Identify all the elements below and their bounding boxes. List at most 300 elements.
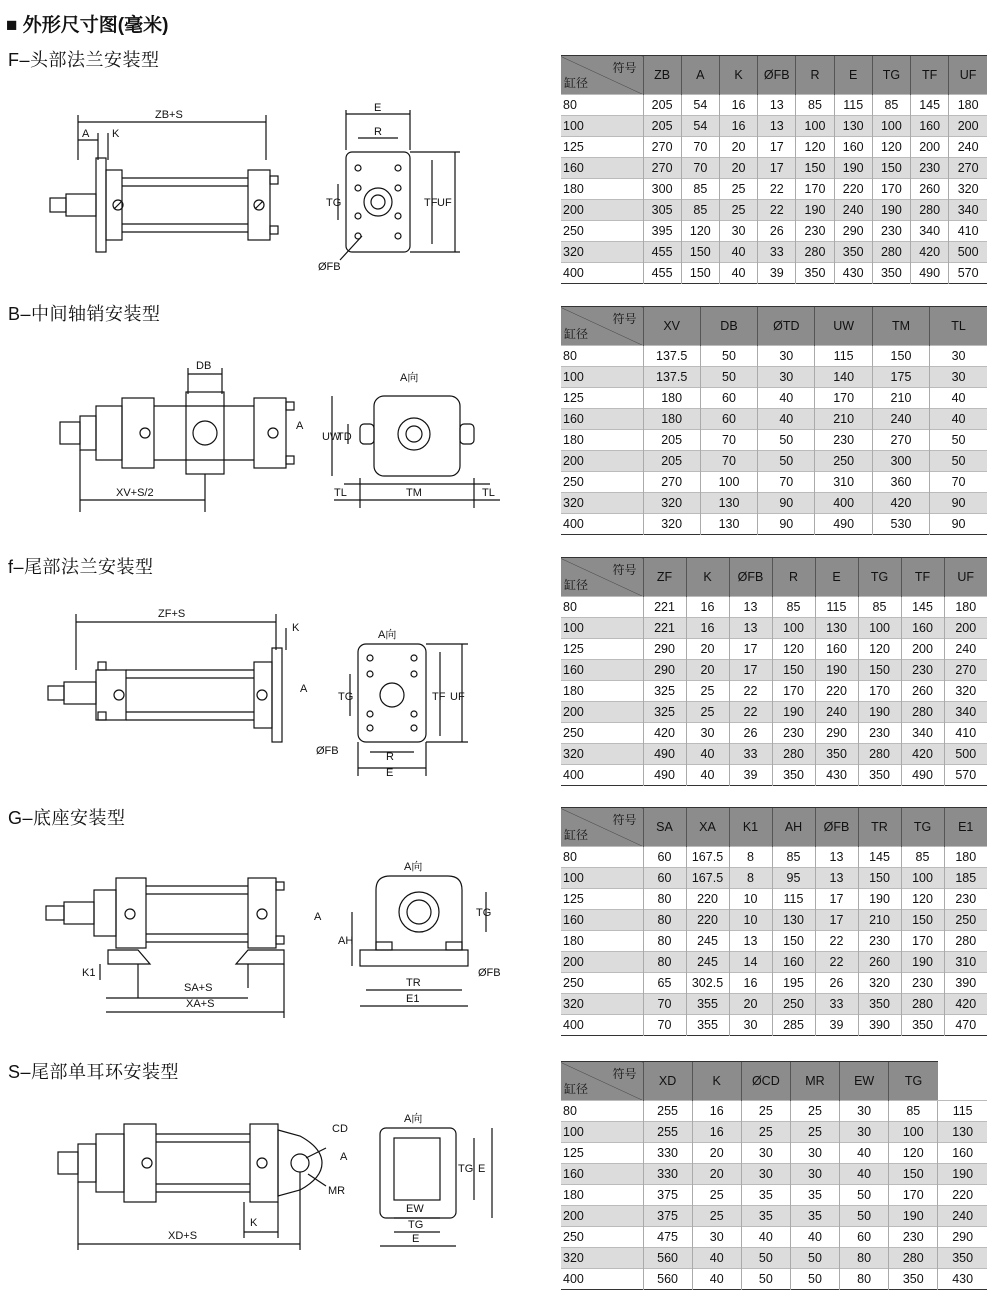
value-cell: 30	[686, 723, 729, 744]
drawing-f-rear	[0, 600, 520, 785]
table-row	[561, 765, 987, 786]
table-row	[561, 702, 987, 723]
value-cell: 120	[796, 137, 834, 158]
col-header: EW	[840, 1062, 889, 1101]
table-row	[561, 409, 987, 430]
value-cell: 160	[938, 1143, 987, 1164]
spec-table-b	[561, 306, 987, 535]
value-cell: 160	[772, 952, 815, 973]
value-cell: 85	[772, 597, 815, 618]
value-cell: 39	[758, 263, 796, 284]
value-cell: 95	[772, 868, 815, 889]
value-cell: 85	[872, 95, 910, 116]
value-cell: 40	[741, 1227, 790, 1248]
col-header: K	[719, 56, 757, 95]
value-cell: 190	[901, 952, 944, 973]
value-cell: 150	[872, 158, 910, 179]
value-cell: 170	[889, 1185, 938, 1206]
value-cell: 85	[901, 847, 944, 868]
value-cell: 120	[858, 639, 901, 660]
value-cell: 25	[741, 1122, 790, 1143]
col-header: XV	[643, 307, 700, 346]
value-cell: 150	[858, 868, 901, 889]
value-cell: 130	[834, 116, 872, 137]
value-cell: 50	[930, 451, 987, 472]
value-cell: 145	[901, 597, 944, 618]
value-cell: 120	[681, 221, 719, 242]
value-cell: 90	[758, 514, 815, 535]
value-cell: 230	[815, 430, 872, 451]
col-header: K	[692, 1062, 741, 1101]
table-row	[561, 263, 987, 284]
value-cell: 13	[815, 847, 858, 868]
section-title-f-rear: f–尾部法兰安装型	[8, 557, 154, 577]
value-cell: 13	[729, 931, 772, 952]
value-cell: 570	[949, 263, 987, 284]
table-row	[561, 451, 987, 472]
value-cell: 17	[758, 137, 796, 158]
value-cell: 8	[729, 847, 772, 868]
label-tf: TF	[424, 197, 438, 209]
label-tg: TG	[458, 1163, 474, 1175]
value-cell: 430	[815, 765, 858, 786]
value-cell: 22	[758, 200, 796, 221]
label-k: K	[112, 128, 120, 140]
value-cell: 16	[719, 95, 757, 116]
label-zf: ZF+S	[158, 608, 186, 620]
value-cell: 190	[796, 200, 834, 221]
value-cell: 25	[686, 681, 729, 702]
value-cell: 70	[681, 158, 719, 179]
value-cell: 16	[719, 116, 757, 137]
value-cell: 390	[944, 973, 987, 994]
value-cell: 50	[840, 1185, 889, 1206]
value-cell: 230	[901, 973, 944, 994]
table-row	[561, 158, 987, 179]
value-cell: 16	[692, 1101, 741, 1122]
label-r: R	[386, 751, 394, 763]
bore-cell: 180	[561, 1185, 643, 1206]
header-row	[561, 307, 987, 346]
value-cell: 120	[901, 889, 944, 910]
value-cell: 100	[796, 116, 834, 137]
value-cell: 30	[741, 1143, 790, 1164]
spec-table-s	[561, 1061, 987, 1290]
value-cell: 33	[758, 242, 796, 263]
value-cell: 80	[840, 1248, 889, 1269]
label-a: A	[340, 1151, 348, 1163]
value-cell: 115	[815, 346, 872, 367]
value-cell: 220	[938, 1185, 987, 1206]
value-cell: 160	[815, 639, 858, 660]
value-cell: 130	[700, 493, 757, 514]
value-cell: 150	[901, 910, 944, 931]
value-cell: 280	[944, 931, 987, 952]
table-row	[561, 514, 987, 535]
value-cell: 26	[758, 221, 796, 242]
table-row	[561, 618, 987, 639]
value-cell: 100	[889, 1122, 938, 1143]
value-cell: 50	[700, 346, 757, 367]
value-cell: 410	[944, 723, 987, 744]
table-row	[561, 868, 987, 889]
col-header: UW	[815, 307, 872, 346]
bore-cell: 320	[561, 1248, 643, 1269]
label-e1: E1	[406, 993, 420, 1005]
value-cell: 50	[741, 1248, 790, 1269]
value-cell: 570	[944, 765, 987, 786]
table-row	[561, 723, 987, 744]
drawing-s	[0, 1108, 520, 1253]
value-cell: 30	[719, 221, 757, 242]
col-header: ØFB	[729, 558, 772, 597]
value-cell: 350	[815, 744, 858, 765]
value-cell: 500	[944, 744, 987, 765]
value-cell: 70	[758, 472, 815, 493]
value-cell: 170	[772, 681, 815, 702]
value-cell: 270	[643, 472, 700, 493]
value-cell: 205	[643, 116, 681, 137]
value-cell: 180	[643, 409, 700, 430]
value-cell: 130	[700, 514, 757, 535]
col-header: XA	[686, 808, 729, 847]
value-cell: 560	[643, 1269, 692, 1290]
bore-cell: 125	[561, 388, 643, 409]
value-cell: 140	[815, 367, 872, 388]
label-uw: UW	[322, 431, 341, 443]
value-cell: 70	[700, 451, 757, 472]
table-row	[561, 430, 987, 451]
bore-cell: 160	[561, 1164, 643, 1185]
value-cell: 150	[681, 242, 719, 263]
bore-cell: 180	[561, 931, 643, 952]
value-cell: 250	[815, 451, 872, 472]
label-ah: AH	[338, 935, 354, 947]
value-cell: 13	[758, 116, 796, 137]
value-cell: 240	[834, 200, 872, 221]
value-cell: 280	[796, 242, 834, 263]
value-cell: 70	[643, 1015, 686, 1036]
value-cell: 30	[930, 346, 987, 367]
value-cell: 350	[938, 1248, 987, 1269]
value-cell: 16	[686, 618, 729, 639]
value-cell: 50	[700, 367, 757, 388]
bore-cell: 100	[561, 868, 643, 889]
value-cell: 340	[944, 702, 987, 723]
col-header: XD	[643, 1062, 692, 1101]
bore-cell: 200	[561, 451, 643, 472]
table-row	[561, 242, 987, 263]
value-cell: 30	[790, 1164, 839, 1185]
table-row	[561, 744, 987, 765]
bore-cell: 100	[561, 1122, 643, 1143]
value-cell: 240	[938, 1206, 987, 1227]
label-xa: XA+S	[186, 998, 215, 1010]
value-cell: 290	[643, 660, 686, 681]
value-cell: 35	[790, 1206, 839, 1227]
table-row	[561, 1164, 987, 1185]
value-cell: 130	[772, 910, 815, 931]
value-cell: 30	[840, 1101, 889, 1122]
label-fb: ØFB	[478, 967, 501, 979]
value-cell: 220	[815, 681, 858, 702]
value-cell: 150	[858, 660, 901, 681]
value-cell: 200	[901, 639, 944, 660]
table-row	[561, 367, 987, 388]
value-cell: 22	[815, 931, 858, 952]
bore-cell: 180	[561, 681, 643, 702]
label-a-dir: A向	[404, 861, 423, 873]
value-cell: 210	[872, 388, 929, 409]
value-cell: 40	[758, 388, 815, 409]
table-row	[561, 493, 987, 514]
label-tf: TF	[432, 691, 446, 703]
value-cell: 70	[643, 994, 686, 1015]
value-cell: 137.5	[643, 367, 700, 388]
value-cell: 170	[901, 931, 944, 952]
table-body	[561, 847, 987, 1036]
bore-cell: 125	[561, 137, 643, 158]
value-cell: 320	[643, 514, 700, 535]
value-cell: 490	[911, 263, 949, 284]
value-cell: 280	[911, 200, 949, 221]
bore-cell: 400	[561, 514, 643, 535]
table-row	[561, 847, 987, 868]
value-cell: 260	[911, 179, 949, 200]
value-cell: 240	[815, 702, 858, 723]
value-cell: 30	[790, 1143, 839, 1164]
value-cell: 190	[858, 889, 901, 910]
value-cell: 230	[772, 723, 815, 744]
value-cell: 240	[872, 409, 929, 430]
value-cell: 170	[815, 388, 872, 409]
label-a: A	[314, 911, 322, 923]
table-row	[561, 221, 987, 242]
value-cell: 310	[944, 952, 987, 973]
table-body	[561, 597, 987, 786]
col-header: ZF	[643, 558, 686, 597]
label-tg: TG	[326, 197, 342, 209]
table-row	[561, 973, 987, 994]
corner-cell: 符号 缸径	[561, 56, 643, 95]
value-cell: 180	[643, 388, 700, 409]
label-a-dir: A向	[378, 629, 397, 641]
bore-cell: 160	[561, 158, 643, 179]
value-cell: 60	[643, 868, 686, 889]
bore-cell: 320	[561, 744, 643, 765]
bore-cell: 250	[561, 472, 643, 493]
value-cell: 13	[758, 95, 796, 116]
value-cell: 40	[758, 409, 815, 430]
value-cell: 60	[700, 409, 757, 430]
value-cell: 100	[872, 116, 910, 137]
bore-cell: 80	[561, 346, 643, 367]
value-cell: 33	[729, 744, 772, 765]
bore-cell: 200	[561, 1206, 643, 1227]
value-cell: 400	[815, 493, 872, 514]
value-cell: 50	[840, 1206, 889, 1227]
table-row	[561, 388, 987, 409]
value-cell: 167.5	[686, 868, 729, 889]
bore-cell: 125	[561, 1143, 643, 1164]
value-cell: 22	[815, 952, 858, 973]
table-row	[561, 1143, 987, 1164]
value-cell: 170	[796, 179, 834, 200]
value-cell: 13	[729, 618, 772, 639]
value-cell: 350	[872, 263, 910, 284]
value-cell: 320	[949, 179, 987, 200]
col-header: ØFB	[815, 808, 858, 847]
label-xd: XD+S	[168, 1230, 198, 1242]
label-zb: ZB+S	[155, 109, 183, 121]
value-cell: 270	[944, 660, 987, 681]
value-cell: 35	[790, 1185, 839, 1206]
section-title-b: B–中间轴销安装型	[8, 304, 161, 324]
value-cell: 80	[643, 952, 686, 973]
value-cell: 302.5	[686, 973, 729, 994]
table-row	[561, 931, 987, 952]
value-cell: 280	[858, 744, 901, 765]
value-cell: 30	[729, 1015, 772, 1036]
value-cell: 115	[938, 1101, 987, 1122]
table-row	[561, 889, 987, 910]
value-cell: 40	[719, 242, 757, 263]
table-row	[561, 1227, 987, 1248]
value-cell: 40	[692, 1269, 741, 1290]
value-cell: 150	[772, 660, 815, 681]
value-cell: 70	[681, 137, 719, 158]
value-cell: 80	[643, 889, 686, 910]
value-cell: 16	[729, 973, 772, 994]
value-cell: 210	[858, 910, 901, 931]
value-cell: 26	[729, 723, 772, 744]
col-header: R	[796, 56, 834, 95]
value-cell: 100	[700, 472, 757, 493]
section-title-s: S–尾部单耳环安装型	[8, 1062, 180, 1082]
value-cell: 60	[700, 388, 757, 409]
value-cell: 50	[790, 1248, 839, 1269]
value-cell: 20	[719, 137, 757, 158]
value-cell: 150	[681, 263, 719, 284]
value-cell: 350	[889, 1269, 938, 1290]
table-row	[561, 346, 987, 367]
value-cell: 25	[719, 200, 757, 221]
value-cell: 10	[729, 889, 772, 910]
value-cell: 160	[834, 137, 872, 158]
label-a-dir: A向	[400, 372, 419, 384]
label-mr: MR	[328, 1185, 346, 1197]
table-row	[561, 200, 987, 221]
col-header: E1	[944, 808, 987, 847]
value-cell: 530	[872, 514, 929, 535]
bore-cell: 400	[561, 765, 643, 786]
value-cell: 300	[643, 179, 681, 200]
label-fb: ØFB	[316, 745, 339, 757]
value-cell: 270	[949, 158, 987, 179]
col-header: UF	[949, 56, 987, 95]
value-cell: 190	[834, 158, 872, 179]
bore-cell: 125	[561, 889, 643, 910]
value-cell: 230	[889, 1227, 938, 1248]
value-cell: 180	[949, 95, 987, 116]
value-cell: 250	[944, 910, 987, 931]
value-cell: 25	[686, 702, 729, 723]
table-row	[561, 1122, 987, 1143]
value-cell: 200	[949, 116, 987, 137]
col-header: TG	[858, 558, 901, 597]
value-cell: 17	[729, 639, 772, 660]
col-header: TF	[901, 558, 944, 597]
value-cell: 160	[911, 116, 949, 137]
section-title-f: F–头部法兰安装型	[8, 50, 160, 70]
corner-cell: 符号 缸径	[561, 558, 643, 597]
value-cell: 490	[643, 765, 686, 786]
value-cell: 410	[949, 221, 987, 242]
value-cell: 375	[643, 1185, 692, 1206]
value-cell: 150	[889, 1164, 938, 1185]
value-cell: 17	[815, 910, 858, 931]
value-cell: 245	[686, 952, 729, 973]
header-row	[561, 558, 987, 597]
value-cell: 22	[729, 681, 772, 702]
value-cell: 22	[729, 702, 772, 723]
label-tl-left: TL	[334, 487, 347, 499]
value-cell: 145	[911, 95, 949, 116]
bore-cell: 80	[561, 1101, 643, 1122]
value-cell: 60	[643, 847, 686, 868]
value-cell: 420	[944, 994, 987, 1015]
value-cell: 90	[758, 493, 815, 514]
label-cd: CD	[332, 1123, 348, 1135]
value-cell: 50	[758, 451, 815, 472]
value-cell: 100	[772, 618, 815, 639]
col-header: TG	[901, 808, 944, 847]
value-cell: 65	[643, 973, 686, 994]
col-header: TG	[872, 56, 910, 95]
value-cell: 25	[692, 1206, 741, 1227]
value-cell: 25	[790, 1122, 839, 1143]
value-cell: 30	[930, 367, 987, 388]
col-header: UF	[944, 558, 987, 597]
value-cell: 350	[772, 765, 815, 786]
value-cell: 190	[815, 660, 858, 681]
bore-cell: 100	[561, 618, 643, 639]
value-cell: 420	[872, 493, 929, 514]
value-cell: 350	[834, 242, 872, 263]
value-cell: 280	[772, 744, 815, 765]
value-cell: 340	[949, 200, 987, 221]
label-a: A	[82, 128, 90, 140]
label-tg: TG	[476, 907, 492, 919]
col-header: ØTD	[758, 307, 815, 346]
bore-cell: 320	[561, 493, 643, 514]
value-cell: 190	[858, 702, 901, 723]
value-cell: 145	[858, 847, 901, 868]
value-cell: 90	[930, 493, 987, 514]
value-cell: 40	[686, 744, 729, 765]
value-cell: 170	[858, 681, 901, 702]
col-header: TL	[930, 307, 987, 346]
header-row	[561, 1062, 987, 1101]
value-cell: 280	[901, 994, 944, 1015]
label-a: A	[300, 683, 308, 695]
bore-cell: 320	[561, 994, 643, 1015]
value-cell: 130	[938, 1122, 987, 1143]
value-cell: 50	[930, 430, 987, 451]
value-cell: 160	[901, 618, 944, 639]
value-cell: 255	[643, 1101, 692, 1122]
label-a: A	[296, 420, 304, 432]
